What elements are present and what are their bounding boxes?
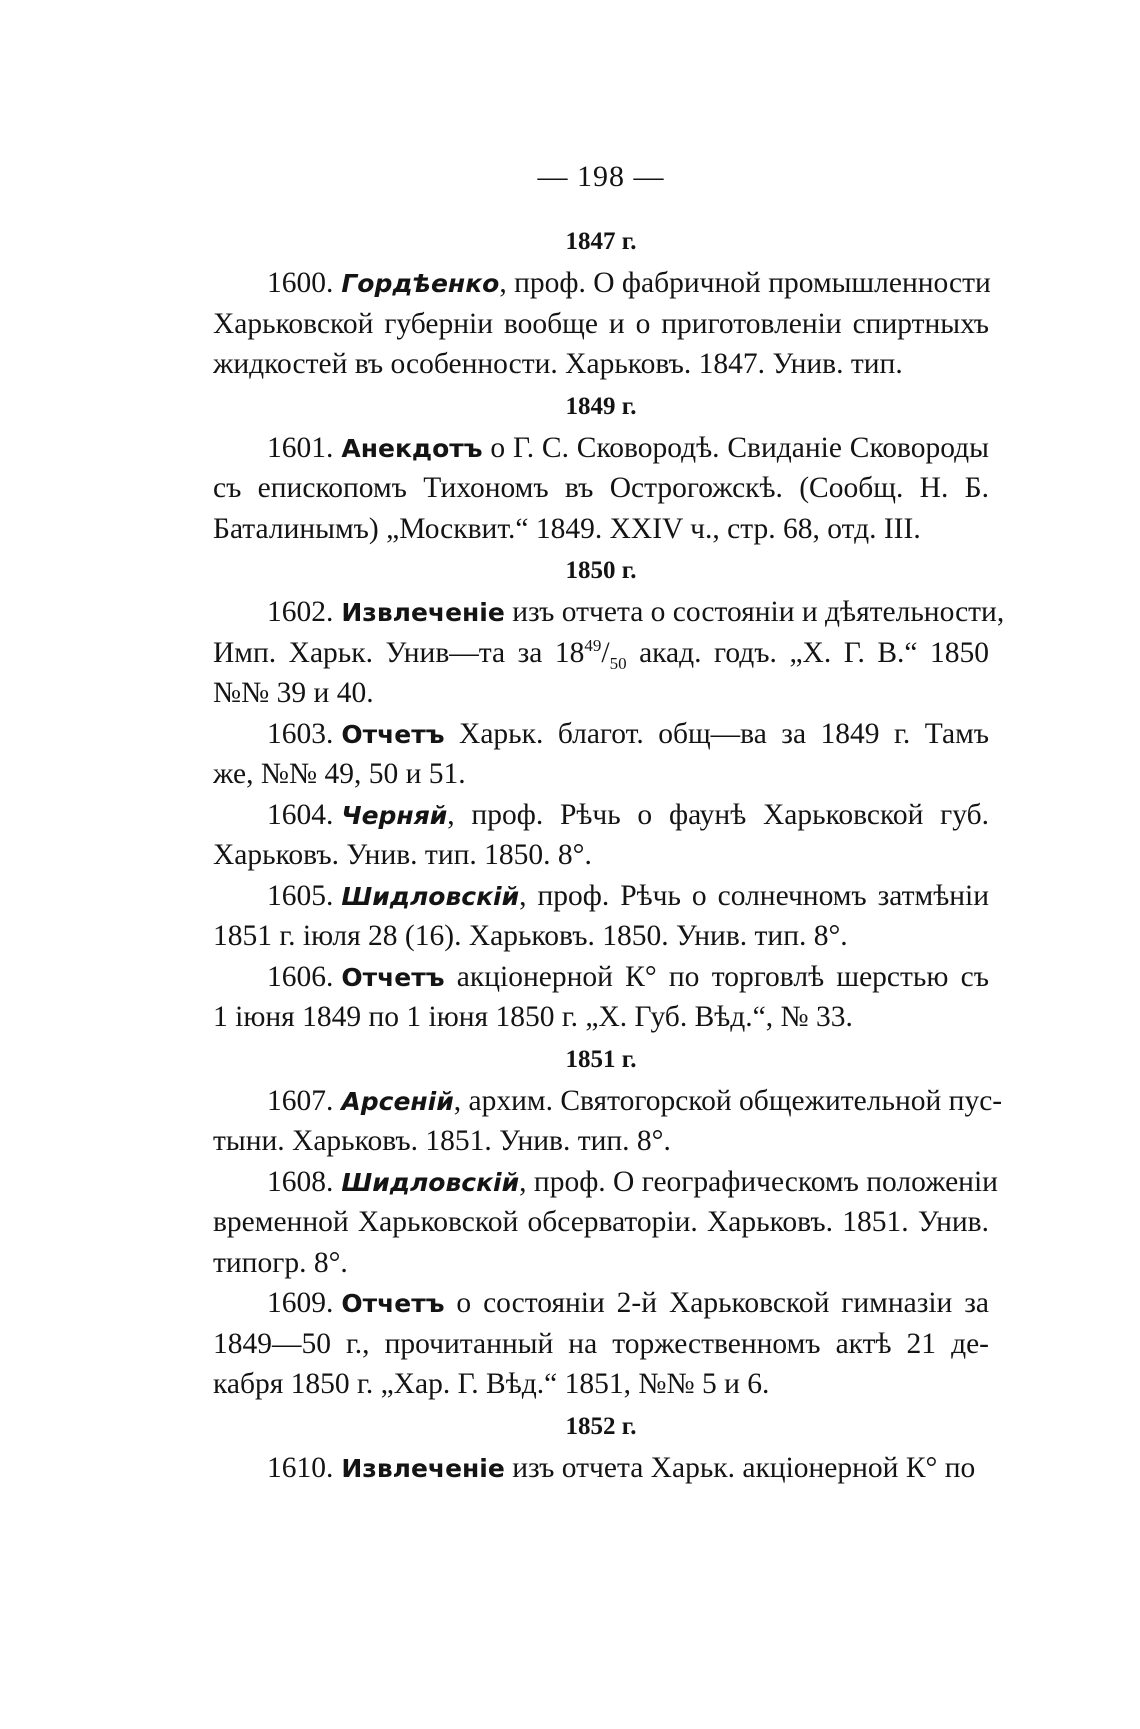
entry-line bbox=[213, 1283, 989, 1324]
entry-line bbox=[213, 795, 989, 836]
entry-text: , проф. О географическомъ положеніи bbox=[519, 1165, 998, 1198]
bibliography-entry bbox=[213, 1448, 989, 1489]
page-number: — 198 — bbox=[537, 160, 665, 193]
entry-line: кабря 1850 г. „Хар. Г. Вѣд.“ 1851, №№ 5 и 6. bbox=[213, 1368, 770, 1400]
bibliography-entry bbox=[213, 1162, 998, 1284]
bibliography-entry bbox=[213, 957, 989, 1038]
entry-line: Харьковъ. Унив. тип. 1850. 8°. bbox=[213, 839, 592, 871]
entry-line bbox=[213, 633, 989, 674]
entry-text: , архим. Святогорской общежительной пус- bbox=[453, 1084, 1003, 1117]
fraction-numerator: 49 bbox=[584, 635, 602, 655]
bibliography-list bbox=[213, 220, 1005, 1488]
year-heading: 1851 г. bbox=[565, 1045, 637, 1073]
bibliography-entry bbox=[213, 1283, 989, 1405]
entry-number: 1606. bbox=[267, 960, 334, 993]
entry-keyword: Извлеченіе bbox=[341, 598, 505, 627]
entry-text: , проф. О фабричной промышленности bbox=[499, 267, 991, 299]
entry-text: акціонерной К° по торговлѣ шерстью съ bbox=[444, 960, 989, 993]
entry-number: 1607. bbox=[267, 1084, 334, 1117]
bibliography-entry bbox=[213, 1081, 1003, 1162]
entry-line: 1851 г. іюля 28 (16). Харьковъ. 1850. Унив. тип. 8°. bbox=[213, 920, 848, 952]
entry-line: же, №№ 49, 50 и 51. bbox=[213, 758, 466, 790]
academic-year-fraction: Имп. Харьк. Унив—та за $18^{49}/_{50}$ bbox=[213, 635, 627, 673]
entry-line: Баталинымъ) „Москвит.“ 1849. XXIV ч., стр. 68, отд. III. bbox=[213, 512, 921, 545]
bibliography-entry bbox=[213, 714, 989, 795]
entry-line: 1 іюня 1849 по 1 іюня 1850 г. „Х. Губ. Вѣд.“, № 33. bbox=[213, 1001, 853, 1033]
entry-text: о Г. С. Сковородѣ. Свиданіе Сковороды bbox=[482, 431, 989, 464]
entry-author: Шидловскій bbox=[341, 1167, 520, 1197]
entry-line bbox=[213, 1162, 998, 1203]
entry-text: Имп. Харьк. Унив—та за 18 bbox=[213, 636, 585, 669]
entry-line bbox=[213, 592, 1005, 633]
year-heading: 1852 г. bbox=[565, 1412, 637, 1440]
entry-line bbox=[213, 1448, 989, 1489]
entry-number: 1609. bbox=[267, 1287, 334, 1319]
entry-number: 1601. bbox=[267, 431, 334, 464]
entry-author: Черняй bbox=[341, 800, 448, 830]
entry-line: типогр. 8°. bbox=[213, 1246, 348, 1279]
entry-text: изъ отчета Харьк. акціонерной К° по bbox=[504, 1451, 976, 1484]
entry-line: съ епископомъ Тихономъ въ Острогожскѣ. (Сообщ. Н. Б. bbox=[213, 472, 989, 504]
entry-keyword: Извлеченіе bbox=[341, 1453, 505, 1483]
entry-keyword: Отчетъ bbox=[341, 962, 445, 992]
bibliography-entry bbox=[213, 592, 1005, 714]
entry-number: 1608. bbox=[267, 1165, 334, 1198]
entry-keyword: Анекдотъ bbox=[341, 433, 483, 463]
entry-line: Харьковской губерніи вообще и о приготовленіи спиртныхъ bbox=[213, 307, 989, 340]
entry-author: Арсеній bbox=[341, 1086, 454, 1116]
entry-text: изъ отчета о состояніи и дѣятельности, bbox=[504, 596, 1005, 628]
entry-number: 1600. bbox=[267, 267, 334, 299]
bibliography-entry bbox=[213, 795, 989, 876]
entry-line bbox=[213, 428, 989, 469]
entry-number: 1604. bbox=[267, 798, 334, 831]
entry-text: Харьк. благот. общ—ва за 1849 г. Тамъ bbox=[444, 717, 989, 750]
entry-line bbox=[213, 263, 989, 304]
entry-keyword: Отчетъ bbox=[341, 1289, 445, 1318]
bibliography-entry bbox=[213, 428, 989, 550]
entry-line bbox=[213, 714, 989, 755]
fraction-denominator: 50 bbox=[609, 653, 627, 673]
entry-author: Гордѣенко bbox=[341, 269, 500, 298]
entry-line: жидкостей въ особенности. Харьковъ. 1847. Унив. тип. bbox=[213, 348, 903, 380]
year-heading: 1849 г. bbox=[565, 392, 637, 420]
entry-text: , проф. Рѣчь о фаунѣ Харьковской губ. bbox=[447, 798, 989, 831]
entry-line bbox=[213, 957, 989, 998]
entry-line: тыни. Харьковъ. 1851. Унив. тип. 8°. bbox=[213, 1125, 671, 1157]
entry-number: 1602. bbox=[267, 596, 334, 628]
year-heading: 1847 г. bbox=[565, 228, 637, 255]
entry-number: 1605. bbox=[267, 879, 334, 912]
entry-author: Шидловскій bbox=[341, 881, 520, 911]
entry-line bbox=[213, 1081, 1003, 1122]
bibliography-entry bbox=[213, 876, 989, 957]
entry-line: временной Харьковской обсерваторіи. Харьковъ. 1851. Унив. bbox=[213, 1206, 989, 1238]
entry-number: 1610. bbox=[267, 1451, 334, 1484]
year-heading: 1850 г. bbox=[565, 557, 637, 584]
entry-text: о состояніи 2-й Харьковской гимназіи за bbox=[444, 1287, 989, 1319]
entry-line: 1849—50 г., прочитанный на торжественномъ актѣ 21 де- bbox=[213, 1327, 989, 1360]
entry-number: 1603. bbox=[267, 717, 334, 750]
entry-text: акад. годъ. „Х. Г. В.“ 1850 bbox=[626, 636, 989, 669]
entry-text: , проф. Рѣчь о солнечномъ затмѣніи bbox=[519, 879, 989, 912]
entry-line: №№ 39 и 40. bbox=[213, 677, 374, 709]
entry-keyword: Отчетъ bbox=[341, 719, 445, 749]
bibliography-entry bbox=[213, 263, 989, 385]
entry-line bbox=[213, 876, 989, 917]
